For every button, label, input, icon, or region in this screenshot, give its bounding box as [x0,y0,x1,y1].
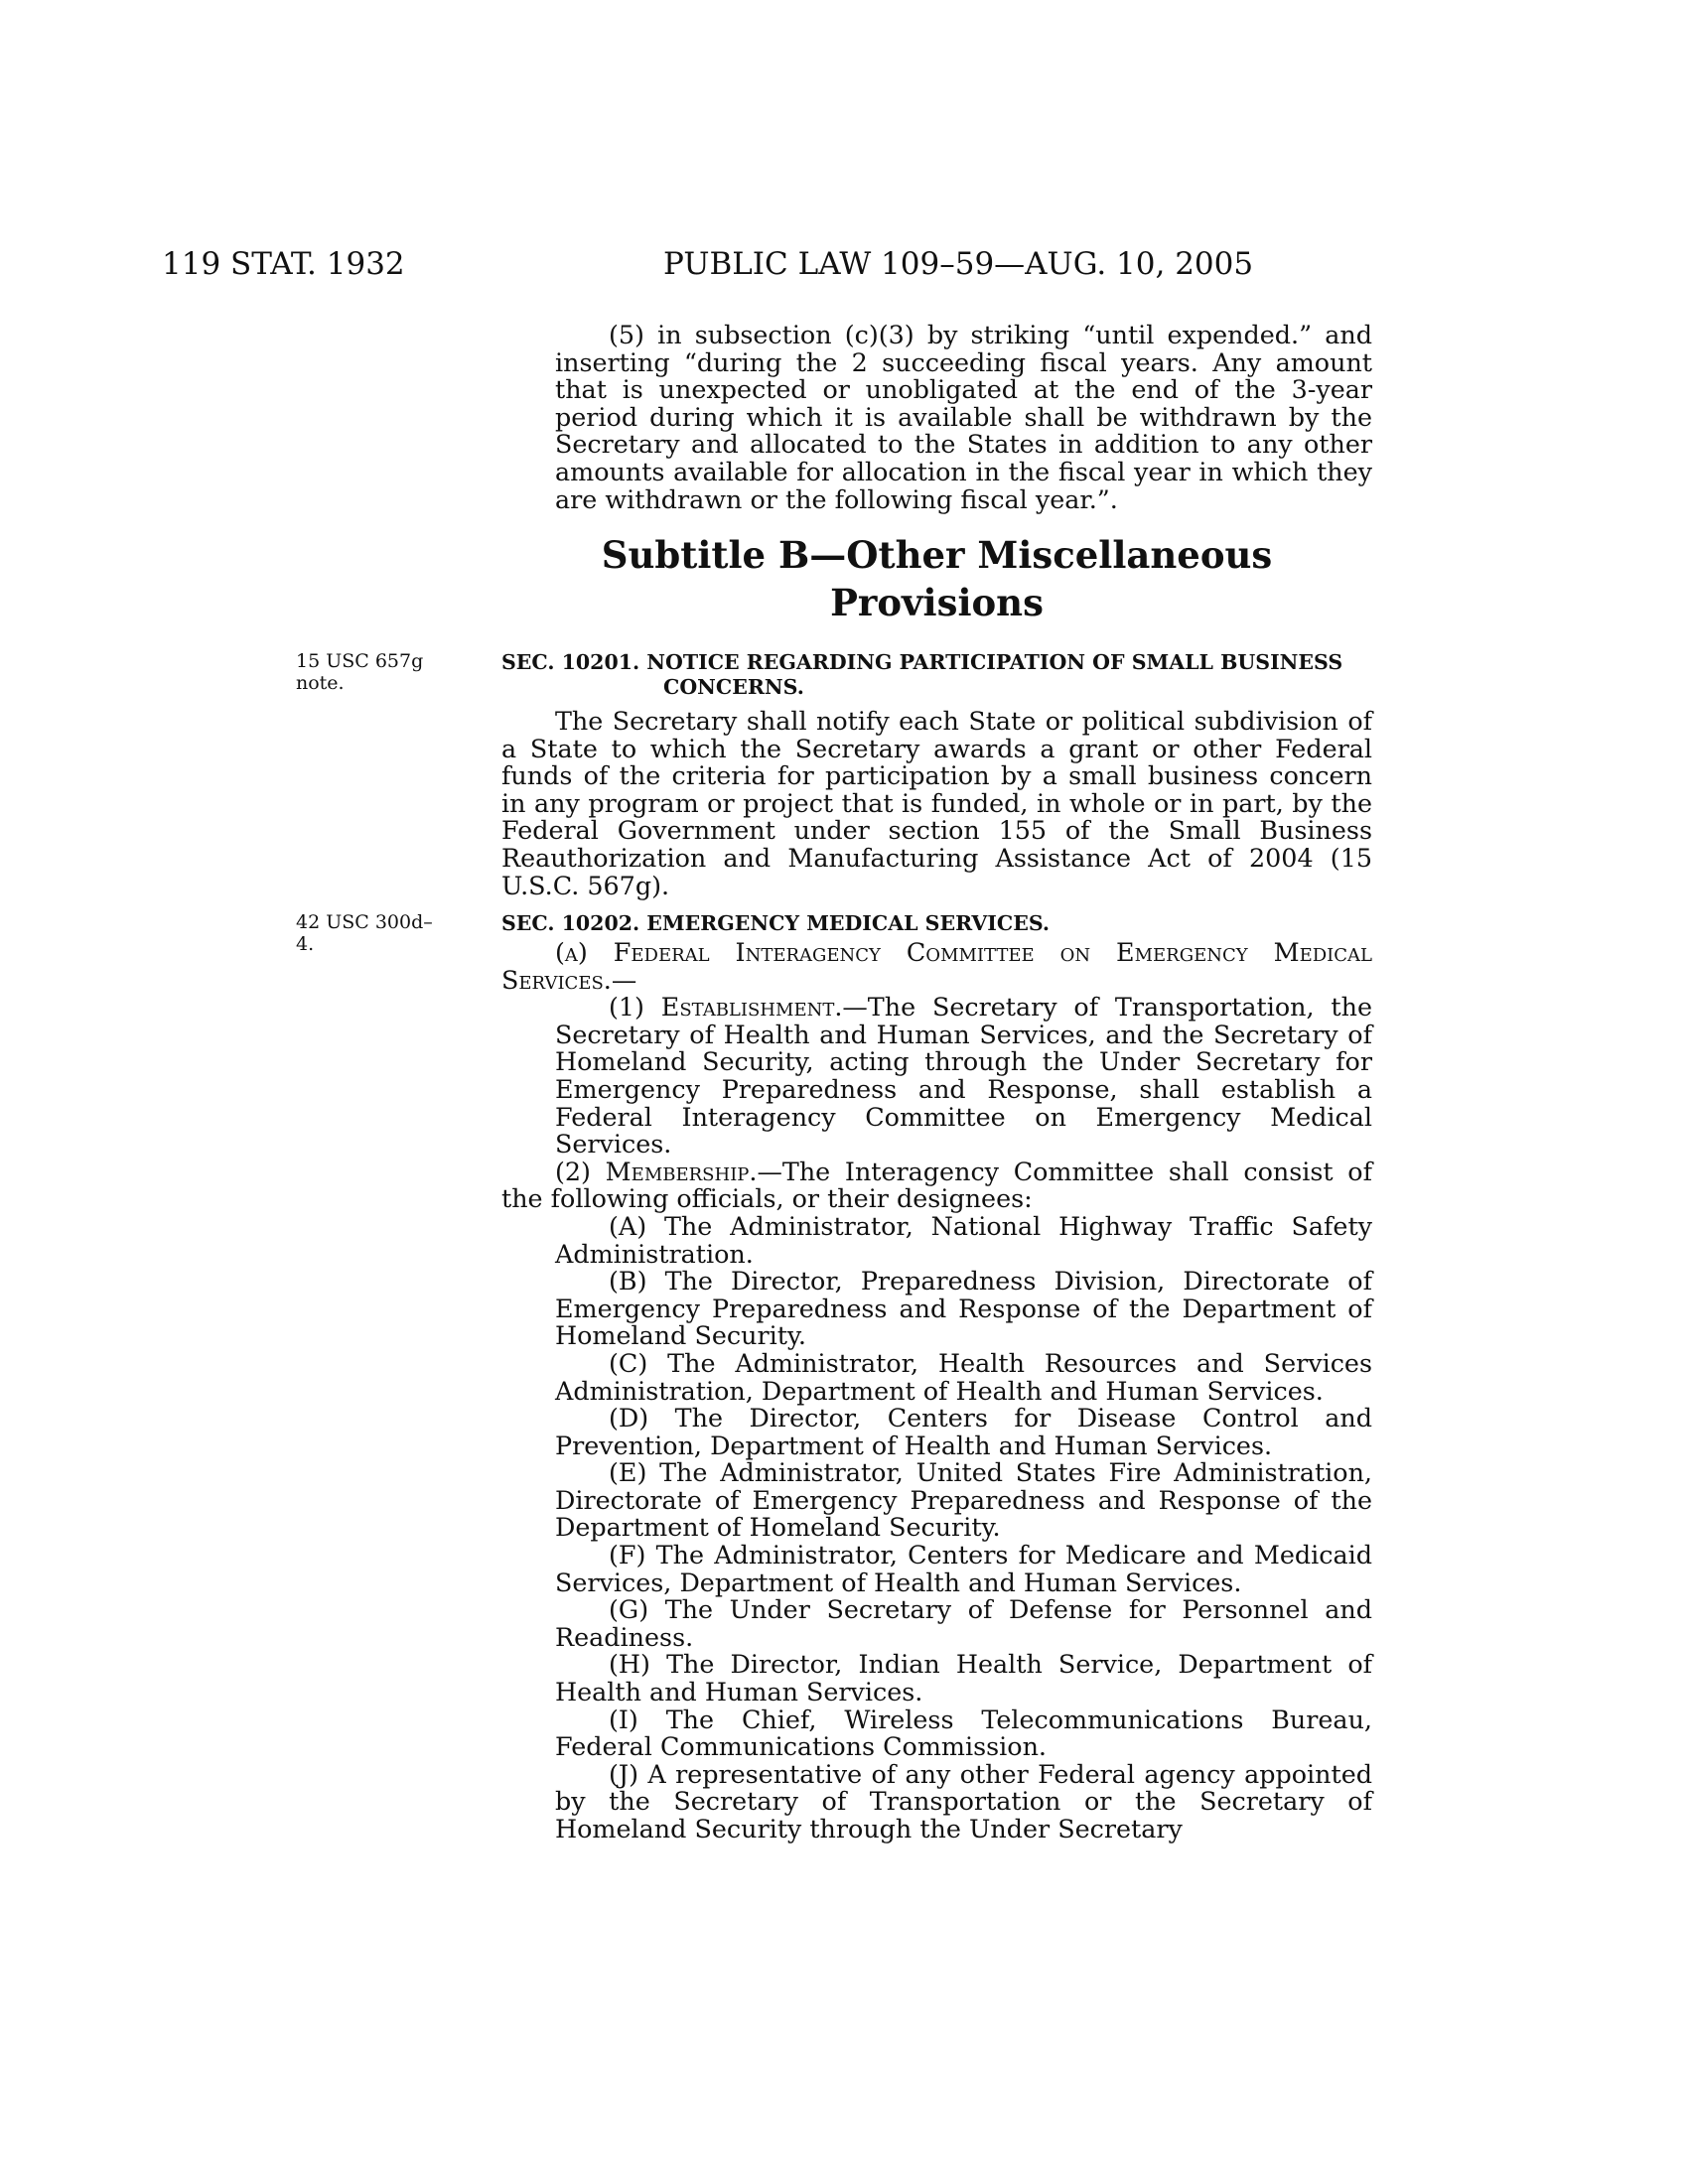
member-item: (F) The Administrator, Centers for Medicare and Medicaid Services, Department of Health and Human Services. [555,1540,1372,1597]
margin-note-sec-10201 [296,650,445,694]
section-10201-heading [501,650,1372,700]
member-item: (C) The Administrator, Health Resources and Services Administration, Department of Health and Human Services. [555,1347,1372,1406]
margin-note-text: 42 USC 300d–4. [296,911,433,955]
subsection-a-heading: (a) Federal Interagency Committee on Emergency Medical Services.— [501,937,1372,995]
section-heading-cont: CONCERNS. [663,675,804,699]
stat-page-number: 119 STAT. 1932 [162,246,405,282]
margin-note-line-2: note. [296,672,345,694]
section-heading-lead: SEC. 10202. EMERGENCY MEDICAL SERVICES. [501,911,1051,935]
section-10201-paragraph: The Secretary shall notify each State or political subdivision of a State to which the Secretary awards a grant or other Federal funds of the criteria for participation by a small business concern in any program or project that is funded, in whole or in part, by the Federal Government under section 155 of the Small Business Reauthorization and Manufacturing Assistance Act of 2004 (15 U.S.C. 567g). [501,706,1372,900]
subtitle-line-1: Subtitle B—Other Miscellaneous [601,533,1273,577]
margin-note-line-1: 15 USC 657g [296,650,424,672]
member-item: (J) A representative of any other Federal agency appointed by the Secretary of Transportation or the Secretary of Homeland Security through the Under Secretary [555,1758,1372,1843]
section-10202-body [501,939,1372,1843]
member-item: (G) The Under Secretary of Defense for Personnel and Readiness. [555,1594,1372,1652]
paragraph-2-lead: (2) Membership.— [555,1156,782,1186]
paragraph-1-lead: (1) Establishment.— [609,992,868,1023]
margin-note-sec-10202 [296,911,445,955]
member-item: (B) The Director, Preparedness Division, Directorate of Emergency Preparedness and Response of the Department of Homeland Security. [555,1266,1372,1351]
member-item: (D) The Director, Centers for Disease Control and Prevention, Department of Health and Human Services. [555,1403,1372,1460]
running-head: PUBLIC LAW 109–59—AUG. 10, 2005 [663,246,1254,282]
paragraph-2-membership [501,1156,1372,1214]
paragraph-1-text: The Secretary of Transportation, the Secretary of Health and Human Services, and the Secretary of Homeland Security, acting through the Under Secretary for Emergency Preparedness and Response, shall establish a Federal Interagency Committee on Emergency Medical Services. [555,992,1372,1160]
section-10201-body [501,708,1372,899]
member-item: (I) The Chief, Wireless Telecommunications Bureau, Federal Communications Commission. [555,1704,1372,1762]
section-heading-lead: SEC. 10201. NOTICE REGARDING PARTICIPATION OF SMALL BUSINESS [501,650,1343,674]
subtitle-line-2: Provisions [830,581,1044,624]
section-10202-heading [501,911,1372,936]
paragraph-1-establishment [501,994,1372,1159]
member-item: (E) The Administrator, United States Fire Administration, Directorate of Emergency Preparedness and Response of the Department of Homeland Security. [555,1457,1372,1543]
paragraph-2-text: The Interagency Committee shall consist of the following officials, or their designees: [501,1156,1372,1214]
subtitle-heading [501,531,1372,626]
member-item: (A) The Administrator, National Highway Traffic Safety Administration. [555,1210,1372,1269]
member-item: (H) The Director, Indian Health Service, Department of Health and Human Services. [555,1649,1372,1707]
intro-block [501,322,1372,513]
intro-paragraph: (5) in subsection (c)(3) by striking “until expended.” and inserting “during the 2 succeeding fiscal years. Any amount that is unexpected or unobligated at the end of the 3-year period during which it is available shall be withdrawn by the Secretary and allocated to the States in addition to any other amounts available for allocation in the fiscal year in which they are withdrawn or the following fiscal year.”. [555,320,1372,514]
